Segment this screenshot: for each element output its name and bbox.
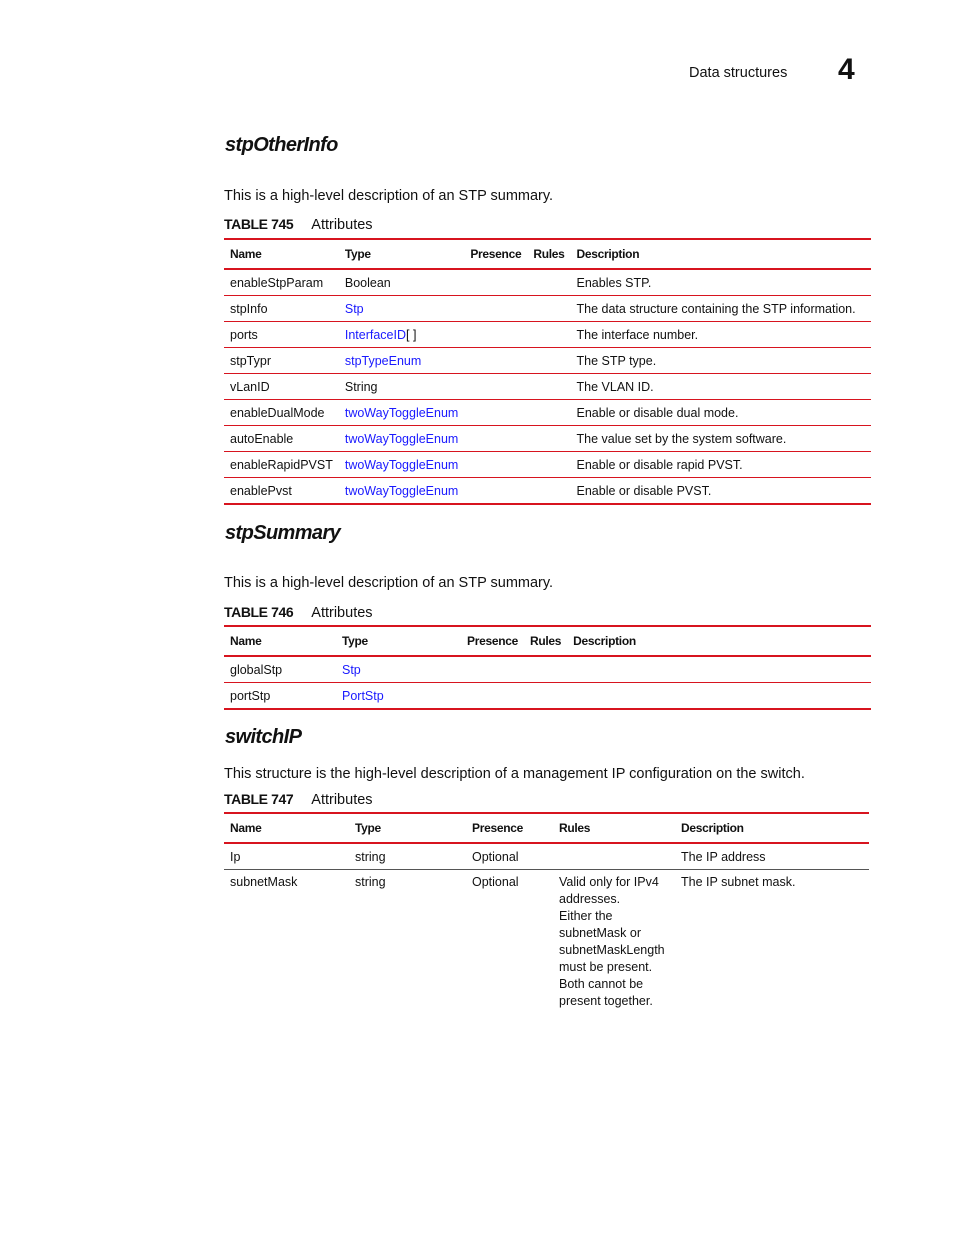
cell-rules xyxy=(527,478,570,505)
attributes-table-747 xyxy=(224,812,869,1010)
col-header-rules: Rules xyxy=(553,813,675,843)
cell-type xyxy=(339,296,464,322)
cell-presence xyxy=(464,400,527,426)
cell-name: Ip xyxy=(224,843,349,870)
cell-name: stpInfo xyxy=(224,296,339,322)
table-row xyxy=(224,269,871,296)
cell-type xyxy=(339,452,464,478)
cell-description: Enable or disable dual mode. xyxy=(571,400,871,426)
type-link-portstp[interactable]: PortStp xyxy=(342,688,384,703)
cell-type: Boolean xyxy=(339,269,464,296)
cell-type: String xyxy=(339,374,464,400)
table-row xyxy=(224,348,871,374)
table-row xyxy=(224,296,871,322)
cell-name: enablePvst xyxy=(224,478,339,505)
cell-description: Enable or disable PVST. xyxy=(571,478,871,505)
cell-description: Enables STP. xyxy=(571,269,871,296)
table-number: TABLE 746 xyxy=(224,604,294,620)
type-link-stptypeenum[interactable]: stpTypeEnum xyxy=(344,353,422,368)
type-link-twowaytoggleenum[interactable]: twoWayToggleEnum xyxy=(344,483,459,498)
cell-description: The STP type. xyxy=(571,348,871,374)
section-title-stpotherinfo: stpOtherInfo xyxy=(225,134,338,156)
cell-name: enableRapidPVST xyxy=(224,452,339,478)
cell-rules xyxy=(527,348,570,374)
cell-description: The interface number. xyxy=(571,322,871,348)
cell-presence xyxy=(464,322,527,348)
cell-description: The value set by the system software. xyxy=(571,426,871,452)
cell-presence xyxy=(464,374,527,400)
type-link-stp[interactable]: Stp xyxy=(344,301,364,316)
cell-name: portStp xyxy=(224,683,336,710)
col-header-type: Type xyxy=(336,626,461,656)
cell-description: The IP subnet mask. xyxy=(681,875,796,889)
cell-presence xyxy=(464,269,527,296)
running-header-title: Data structures xyxy=(689,65,788,81)
col-header-presence: Presence xyxy=(464,239,527,269)
cell-rules xyxy=(527,426,570,452)
col-header-type: Type xyxy=(339,239,464,269)
table-row xyxy=(224,374,871,400)
cell-rules xyxy=(524,656,567,683)
cell-rules xyxy=(527,374,570,400)
cell-description: The IP address xyxy=(675,843,869,870)
table-row xyxy=(224,322,871,348)
cell-description: Enable or disable rapid PVST. xyxy=(571,452,871,478)
table-row xyxy=(224,426,871,452)
table-number: TABLE 747 xyxy=(224,791,294,807)
cell-name: autoEnable xyxy=(224,426,339,452)
cell-name: subnetMask xyxy=(230,875,298,889)
col-header-rules: Rules xyxy=(527,239,570,269)
cell-type: string xyxy=(355,875,386,889)
cell-rules xyxy=(527,452,570,478)
table-header-row xyxy=(224,626,871,656)
table-row xyxy=(224,452,871,478)
col-header-description: Description xyxy=(571,239,871,269)
table-row xyxy=(224,843,869,870)
cell-name: enableDualMode xyxy=(224,400,339,426)
cell-presence xyxy=(461,656,524,683)
type-link-twowaytoggleenum[interactable]: twoWayToggleEnum xyxy=(344,405,459,420)
cell-presence xyxy=(464,296,527,322)
cell-rules xyxy=(524,683,567,710)
cell-name: ports xyxy=(224,322,339,348)
cell-presence xyxy=(464,426,527,452)
col-header-presence: Presence xyxy=(461,626,524,656)
type-array-suffix: [ ] xyxy=(406,327,417,342)
table-header-row xyxy=(224,239,871,269)
cell-type xyxy=(339,400,464,426)
type-link-twowaytoggleenum[interactable]: twoWayToggleEnum xyxy=(344,457,459,472)
table-number: TABLE 745 xyxy=(224,216,294,232)
col-header-presence: Presence xyxy=(466,813,553,843)
attributes-table-746 xyxy=(224,625,871,710)
cell-description xyxy=(567,656,871,683)
cell-type: string xyxy=(349,843,466,870)
col-header-rules: Rules xyxy=(524,626,567,656)
cell-type xyxy=(339,322,464,348)
section-description: This structure is the high-level description of a management IP configuration on the switch. xyxy=(224,766,805,782)
table-header-row xyxy=(224,813,869,843)
table-caption-text: Attributes xyxy=(311,605,373,621)
cell-description: The VLAN ID. xyxy=(571,374,871,400)
col-header-name: Name xyxy=(224,626,336,656)
section-description: This is a high-level description of an STP summary. xyxy=(224,575,554,591)
col-header-name: Name xyxy=(224,239,339,269)
cell-name: globalStp xyxy=(224,656,336,683)
cell-name: stpTypr xyxy=(224,348,339,374)
cell-rules xyxy=(527,322,570,348)
type-link-twowaytoggleenum[interactable]: twoWayToggleEnum xyxy=(344,431,459,446)
cell-type xyxy=(339,478,464,505)
table-row xyxy=(224,478,871,505)
cell-rules xyxy=(527,269,570,296)
cell-type xyxy=(336,683,461,710)
cell-presence xyxy=(464,478,527,505)
cell-presence xyxy=(464,452,527,478)
cell-presence: Optional xyxy=(466,843,553,870)
table-caption xyxy=(224,216,373,233)
cell-description: The data structure containing the STP information. xyxy=(571,296,871,322)
table-caption xyxy=(224,604,373,621)
cell-presence xyxy=(464,348,527,374)
table-caption-text: Attributes xyxy=(311,792,373,808)
cell-type xyxy=(336,656,461,683)
table-caption-text: Attributes xyxy=(311,217,373,233)
table-row xyxy=(224,870,869,1011)
section-title-stpsummary: stpSummary xyxy=(225,522,341,544)
type-link-stp[interactable]: Stp xyxy=(342,662,361,677)
section-title-switchip: switchIP xyxy=(225,726,302,748)
cell-rules xyxy=(527,400,570,426)
chapter-number: 4 xyxy=(838,53,855,86)
cell-rules: Valid only for IPv4 addresses. Either the subnetMask or subnetMaskLength must be present. Both cannot be present together. xyxy=(559,875,665,1008)
section-description: This is a high-level description of an STP summary. xyxy=(224,188,554,204)
table-row xyxy=(224,683,871,710)
col-header-description: Description xyxy=(567,626,871,656)
cell-type xyxy=(339,426,464,452)
table-row xyxy=(224,656,871,683)
cell-description xyxy=(567,683,871,710)
col-header-name: Name xyxy=(224,813,349,843)
type-link-interfaceid[interactable]: InterfaceID xyxy=(344,327,406,342)
cell-presence xyxy=(461,683,524,710)
cell-name: enableStpParam xyxy=(224,269,339,296)
table-row xyxy=(224,400,871,426)
attributes-table-745 xyxy=(224,238,871,505)
cell-rules xyxy=(553,843,675,870)
table-caption xyxy=(224,791,373,808)
cell-name: vLanID xyxy=(224,374,339,400)
col-header-description: Description xyxy=(675,813,869,843)
cell-type xyxy=(339,348,464,374)
col-header-type: Type xyxy=(349,813,466,843)
cell-rules xyxy=(527,296,570,322)
cell-presence: Optional xyxy=(472,875,519,889)
